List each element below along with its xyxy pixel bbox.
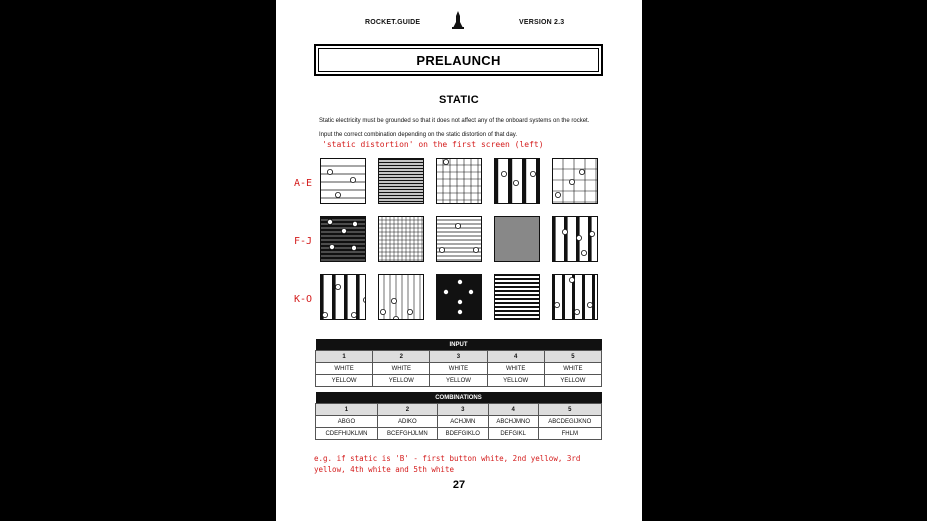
input-white-2: WHITE [373,363,430,375]
static-pattern-g [378,216,424,262]
input-table-title: INPUT [316,339,602,351]
input-yellow-1: YELLOW [316,375,373,387]
input-white-5: WHITE [544,363,601,375]
manual-page [276,0,642,521]
row-label-f-j: F-J [294,236,313,247]
input-yellow-3: YELLOW [430,375,487,387]
static-pattern-d [494,158,540,204]
comb-yellow-2: BCEFGHJLMN [377,428,437,440]
static-pattern-l [378,274,424,320]
comb-white-4: ABCHJMNO [488,416,538,428]
input-white-3: WHITE [430,363,487,375]
comb-white-2: ADIKO [377,416,437,428]
static-pattern-o [552,274,598,320]
static-pattern-n [494,274,540,320]
comb-yellow-1: CDEFHIJKLMN [316,428,378,440]
page-title-box [314,44,603,76]
comb-white-3: ACHJMN [437,416,488,428]
static-pattern-f [320,216,366,262]
input-table [315,339,602,387]
static-pattern-h [436,216,482,262]
combinations-table [315,392,602,440]
comb-yellow-5: FHLM [538,428,601,440]
comb-col-5: 5 [538,404,601,416]
input-yellow-5: YELLOW [544,375,601,387]
page-title: PRELAUNCH [318,48,599,72]
header-right: VERSION 2.3 [519,19,565,26]
input-yellow-2: YELLOW [373,375,430,387]
comb-white-5: ABCDEGIJKNO [538,416,601,428]
header-left: ROCKET.GUIDE [365,19,421,26]
comb-col-1: 1 [316,404,378,416]
combinations-table-title: COMBINATIONS [316,392,602,404]
static-pattern-e [552,158,598,204]
comb-yellow-4: DEFGIKL [488,428,538,440]
static-pattern-b [378,158,424,204]
static-pattern-a [320,158,366,204]
comb-col-3: 3 [437,404,488,416]
comb-col-2: 2 [377,404,437,416]
rocket-logo-icon [451,11,465,29]
instruction-paragraph: Static electricity must be grounded so that it does not affect any of the onboard systems on the rocket. Input the correct combination depending on the static distortion of that day. [319,118,590,138]
input-yellow-4: YELLOW [487,375,544,387]
page-number: 27 [452,479,466,491]
handwritten-note: 'static distortion' on the first screen (left) [322,140,544,149]
input-col-3: 3 [430,351,487,363]
row-label-a-e: A-E [294,178,313,189]
static-pattern-i [494,216,540,262]
input-white-4: WHITE [487,363,544,375]
input-col-1: 1 [316,351,373,363]
row-label-k-o: K-O [294,294,313,305]
comb-col-4: 4 [488,404,538,416]
input-col-4: 4 [487,351,544,363]
input-white-1: WHITE [316,363,373,375]
static-pattern-j [552,216,598,262]
static-pattern-m [436,274,482,320]
static-pattern-c [436,158,482,204]
comb-yellow-3: BDEFGIKLO [437,428,488,440]
static-pattern-k [320,274,366,320]
input-col-2: 2 [373,351,430,363]
input-col-5: 5 [544,351,601,363]
static-pattern-grid [320,158,602,322]
example-note: e.g. if static is 'B' - first button white, 2nd yellow, 3rd yellow, 4th white and 5th white [314,454,581,474]
section-title: STATIC [439,94,479,106]
comb-white-1: ABGO [316,416,378,428]
